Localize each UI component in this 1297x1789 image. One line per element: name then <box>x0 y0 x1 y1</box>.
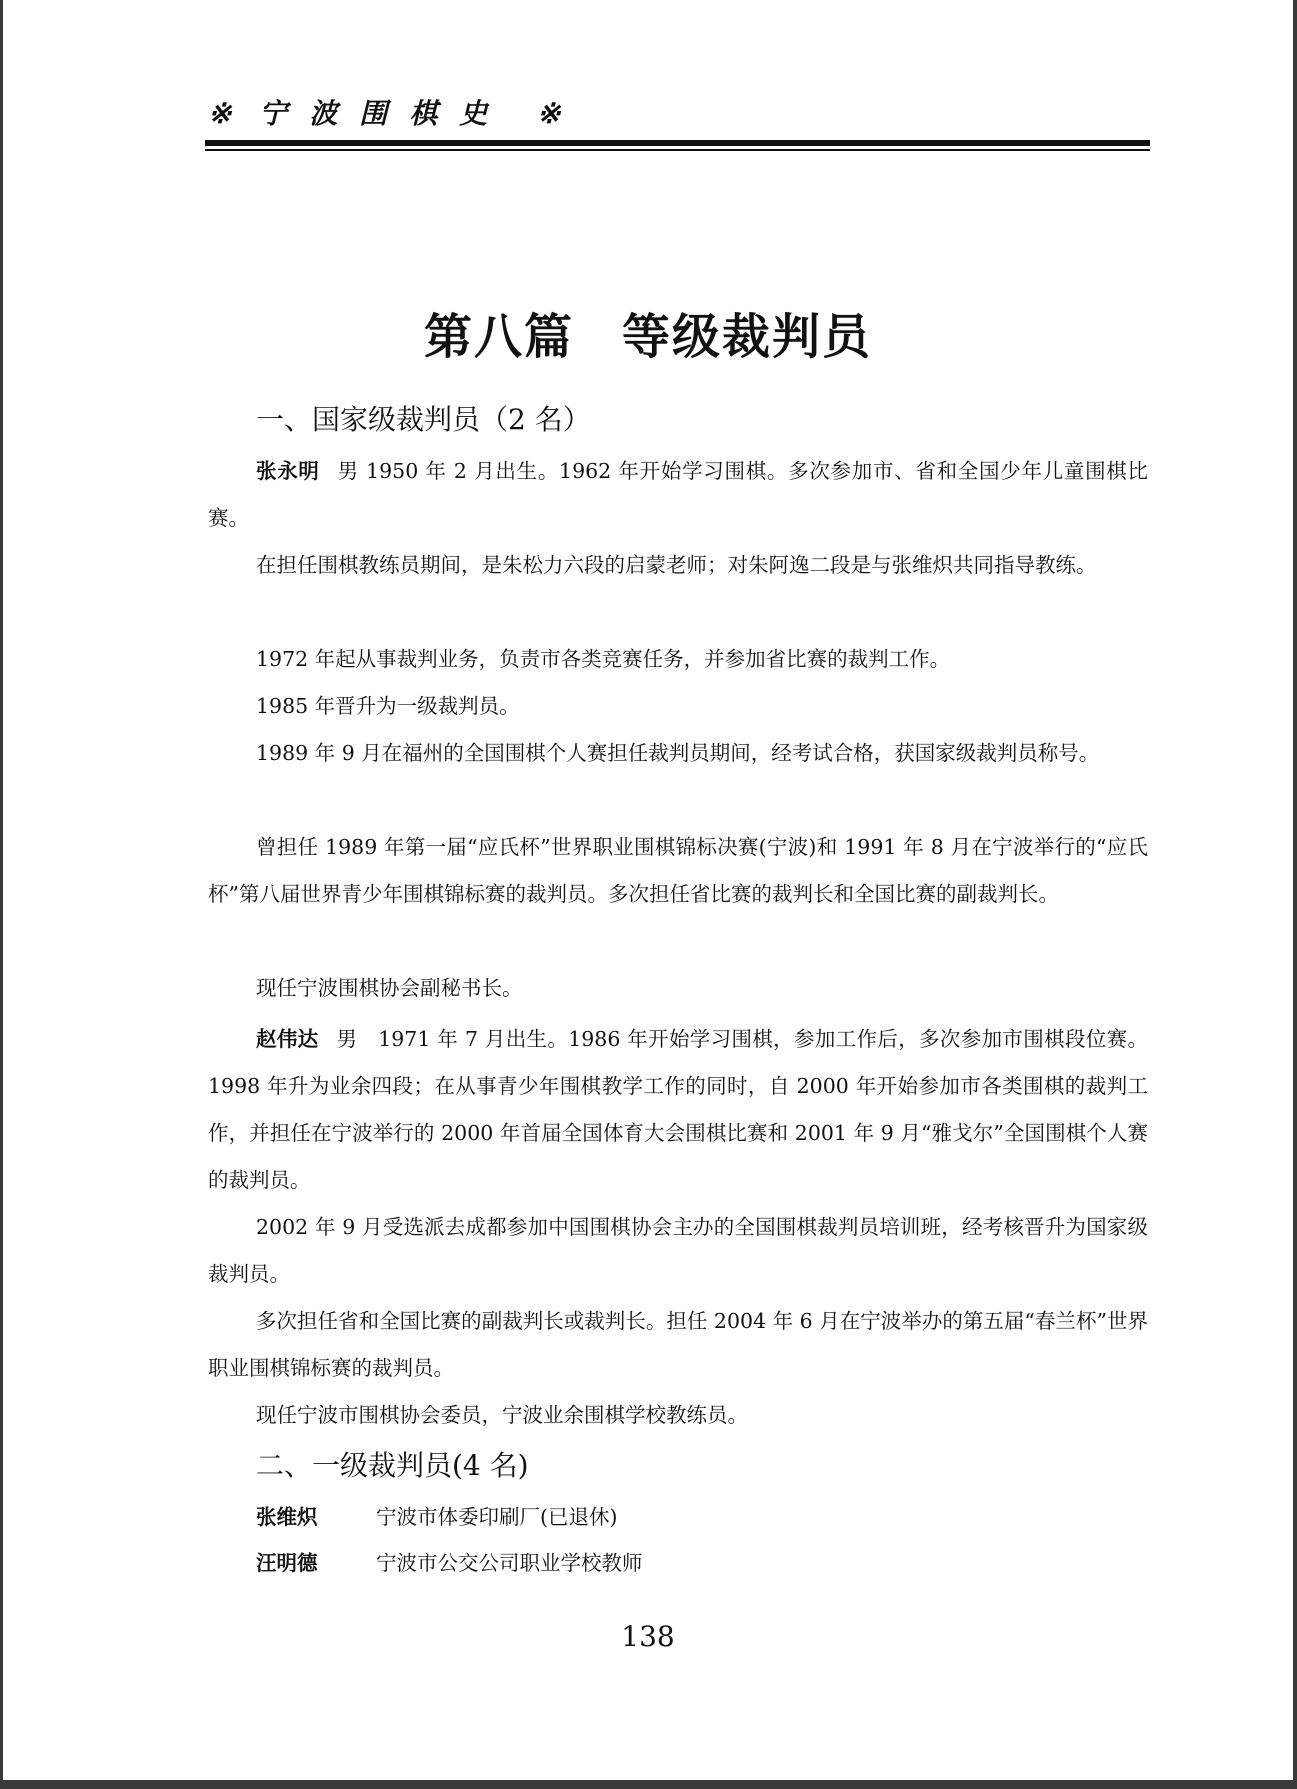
roster-desc: 宁波市公交公司职业学校教师 <box>376 1551 643 1575</box>
roster-entry <box>256 1500 618 1530</box>
running-title: 宁波围棋史 <box>259 97 510 130</box>
referee2-paragraph-2: 2002 年 9 月受选派去成都参加中国围棋协会主办的全国围棋裁判员培训班，经考核晋升为国家级裁判员。 <box>208 1215 1148 1286</box>
chapter-title <box>3 298 1293 367</box>
referee2-name: 赵伟达 <box>256 1027 319 1051</box>
referee1-paragraph-6: 曾担任 1989 年第一届“应氏杯”世界职业围棋锦标决赛(宁波)和 1991 年 8 月在宁波举行的“应氏杯”第八届世界青少年围棋锦标赛的裁判员。多次担任省比赛的裁判长和全国比赛的副裁判长。 <box>208 835 1148 906</box>
referee1-paragraph-5: 1989 年 9 月在福州的全国围棋个人赛担任裁判员期间，经考试合格，获国家级裁判员称号。 <box>256 741 1100 765</box>
referee2-paragraph-3: 多次担任省和全国比赛的副裁判长或裁判长。担任 2004 年 6 月在宁波举办的第五届“春兰杯”世界职业围棋锦标赛的裁判员。 <box>208 1309 1148 1380</box>
referee1-name: 张永明 <box>256 459 320 483</box>
running-header <box>208 92 1148 132</box>
header-rule-thin <box>205 149 1150 151</box>
roster-desc: 宁波市体委印刷厂(已退休) <box>376 1505 618 1529</box>
reference-mark-left: ※ <box>208 97 232 130</box>
referee2-paragraph-4: 现任宁波市围棋协会委员，宁波业余围棋学校教练员。 <box>256 1403 748 1427</box>
roster-entry <box>256 1546 643 1576</box>
referee1-paragraph-2: 在担任围棋教练员期间，是朱松力六段的启蒙老师；对朱阿逸二段是与张维炽共同指导教练。 <box>256 553 1097 577</box>
chapter-name: 等级裁判员 <box>622 309 873 365</box>
roster-name: 张维炽 <box>256 1505 318 1529</box>
header-rule-thick <box>205 140 1150 146</box>
reference-mark-right: ※ <box>536 97 561 130</box>
referee1-paragraph-3: 1972 年起从事裁判业务，负责市各类竞赛任务，并参加省比赛的裁判工作。 <box>256 647 951 671</box>
referee1-intro: 张永明 男 1950 年 2 月出生。1962 年开始学习围棋。多次参加市、省和全国少年儿童围棋比赛。 <box>208 459 1149 530</box>
book-page <box>3 0 1293 1780</box>
section-heading-national: 一、国家级裁判员（2 名） <box>256 403 591 436</box>
page-number: 138 <box>621 1620 675 1653</box>
referee1-paragraph-7: 现任宁波围棋协会副秘书长。 <box>256 976 523 1000</box>
referee2-intro: 赵伟达 男 1971 年 7 月出生。1986 年开始学习围棋，参加工作后，多次参加市围棋段位赛。1998 年升为业余四段；在从事青少年围棋教学工作的同时，自 2000 年开始参加市各类围棋的裁判工作，并担任在宁波举行的 2000 年首届全国体育大会围棋比赛和 2001 年 9 月“雅戈尔”全国围棋个人赛的裁判员。 <box>208 1027 1148 1192</box>
chapter-part: 第八篇 <box>423 309 574 365</box>
section-heading-first-class: 二、一级裁判员(4 名) <box>256 1449 529 1482</box>
roster-name: 汪明德 <box>256 1551 318 1575</box>
referee1-paragraph-4: 1985 年晋升为一级裁判员。 <box>256 694 520 718</box>
